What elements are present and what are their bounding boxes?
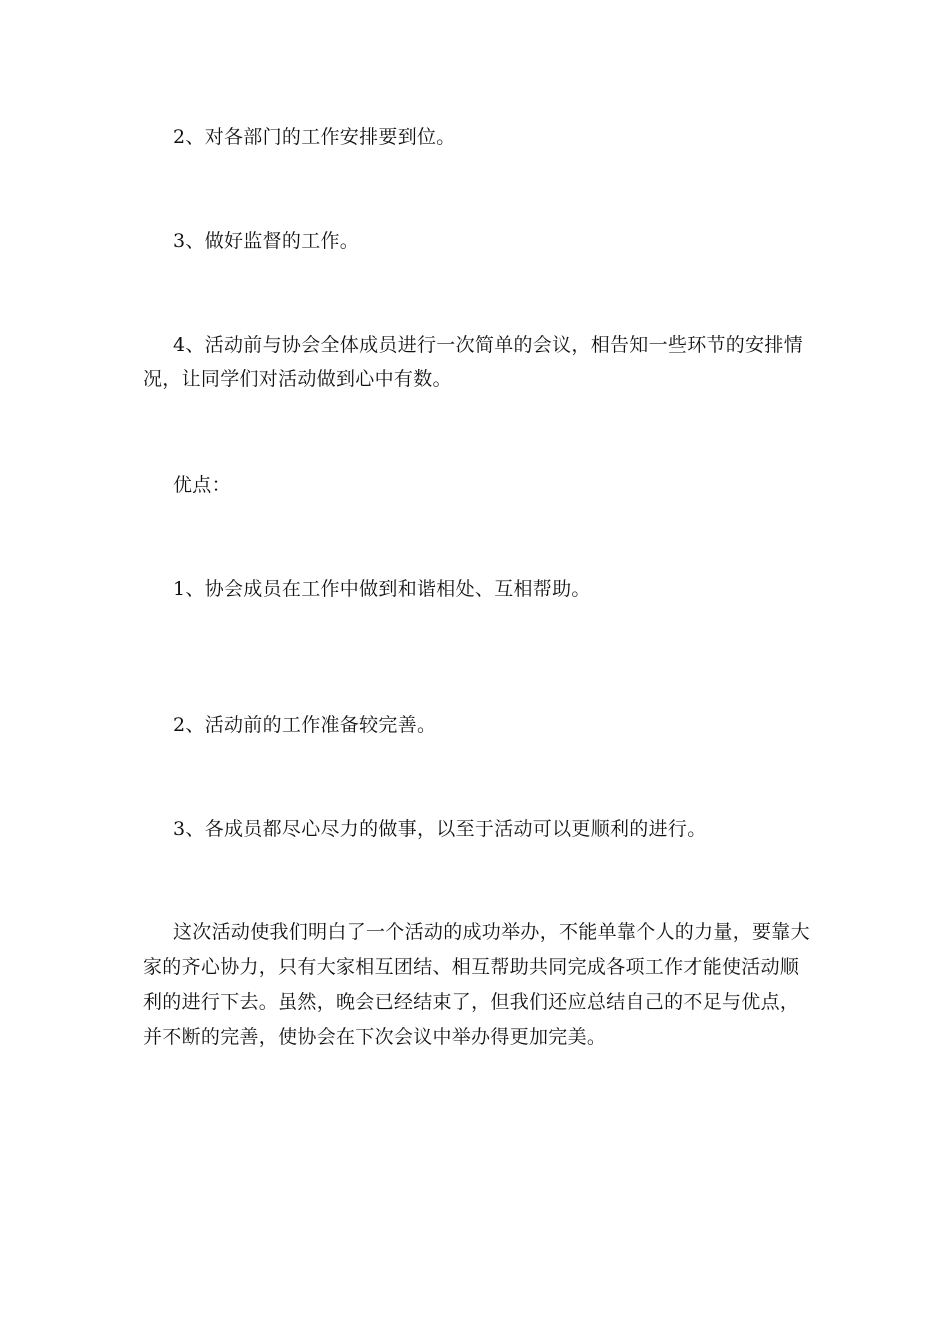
section-heading-advantages: 优点： (173, 474, 231, 496)
paragraph-advantage-3: 3、各成员都尽心尽力的做事，以至于活动可以更顺利的进行。 (173, 818, 707, 840)
paragraph-advantage-1: 1、协会成员在工作中做到和谐相处、互相帮助。 (173, 578, 591, 600)
paragraph-item-4-pre-event-meeting: 4、活动前与协会全体成员进行一次简单的会议，相告知一些环节的安排情况，让同学们对活动做到心中有数。 (143, 334, 803, 390)
paragraph-item-2-department-arrangement: 2、对各部门的工作安排要到位。 (173, 126, 456, 148)
paragraph-conclusion: 这次活动使我们明白了一个活动的成功举办，不能单靠个人的力量，要靠大家的齐心协力，只有大家相互团结、相互帮助共同完成各项工作才能使活动顺利的进行下去。虽然，晚会已经结束了，但我们还应总结自己的不足与优点，并不断的完善，使协会在下次会议中举办得更加完美。 (143, 921, 810, 1048)
paragraph-advantage-2: 2、活动前的工作准备较完善。 (173, 714, 437, 736)
paragraph-item-3-supervision: 3、做好监督的工作。 (173, 230, 360, 252)
